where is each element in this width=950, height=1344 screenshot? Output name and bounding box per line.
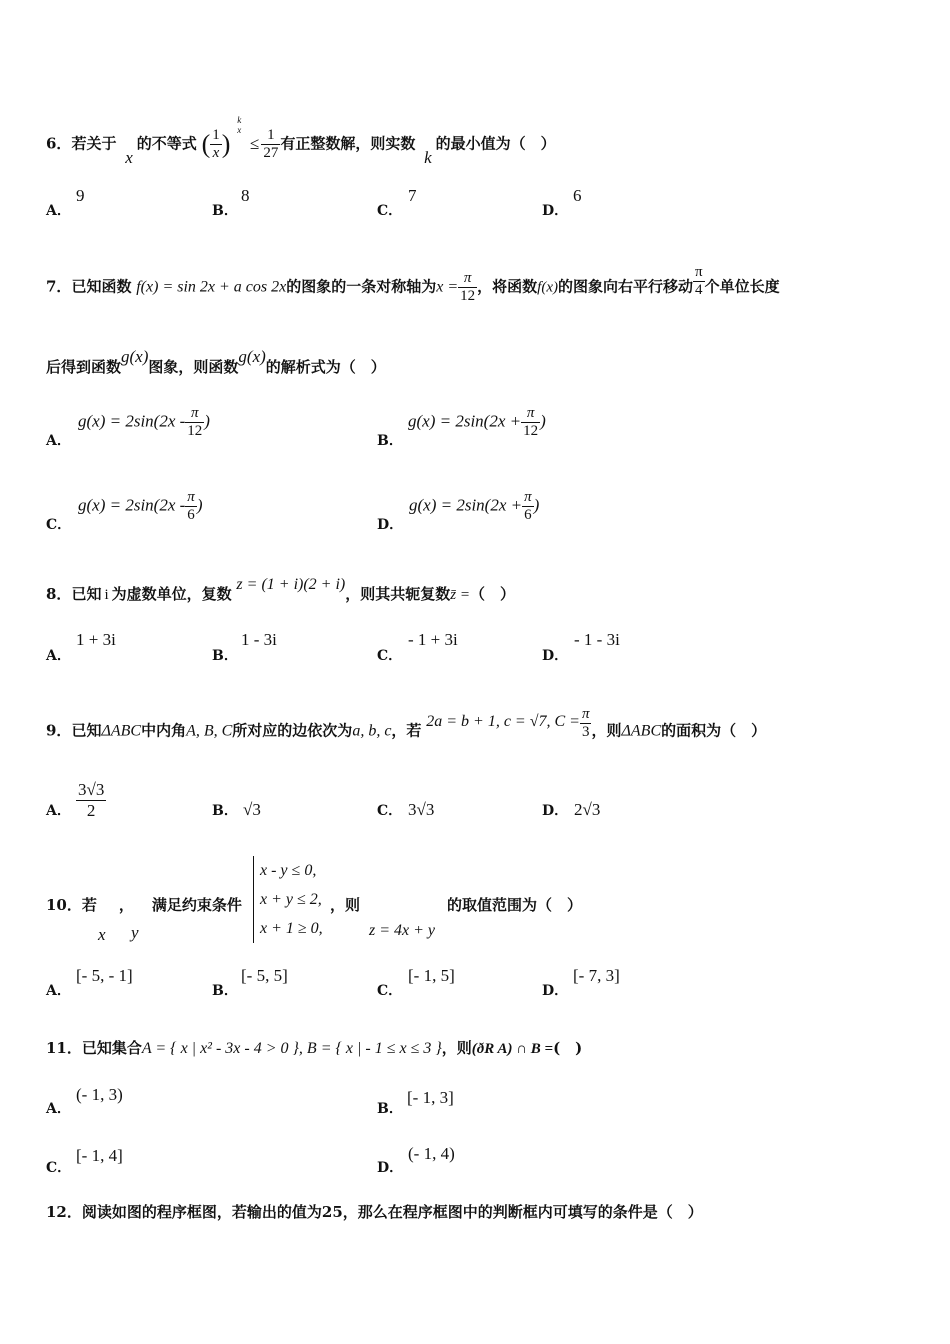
q11-option-b-label: B． [377,1101,403,1117]
q6-option-b[interactable]: 8 [241,186,250,205]
question-8 [46,576,920,605]
q6-var-x: x [125,147,133,167]
q6-leq: ≤ [249,133,260,153]
q6-option-a-label: A． [46,203,71,219]
q7-text-e: 个单位长度 [704,277,780,296]
q10-option-d-label: D． [542,983,569,999]
q10-text-b: 满足约束条件 [151,896,242,914]
q11-option-c[interactable]: [- 1, 4] [76,1146,123,1165]
q6-inner-frac: $\frac{1}{x}$ [212,127,220,161]
q10-text-c: ，则 [330,896,361,914]
q10-option-a-label: A． [46,983,71,999]
q9-option-b[interactable]: √3 [243,800,261,819]
q8-text-c: ，则其共轭复数 [345,585,451,603]
question-9 [46,706,920,749]
q11-option-b[interactable]: [- 1, 3] [407,1088,454,1107]
q11-set-b: , B = { x | - 1 ≤ x ≤ 3 } [298,1040,442,1057]
q8-option-b[interactable]: 1 - 3i [241,630,277,649]
q7-text-d: 的图象向右平行移动 [558,277,694,296]
q9-text-a: 已知 [71,721,102,740]
q7-shift-frac: $\frac{\pi}{4}$ [695,264,703,298]
q7-option-b-label: B． [377,433,403,449]
q10-constraint-1: x - y ≤ 0, [260,862,317,879]
q7-gx-2: g(x) [238,347,266,366]
q9-option-a-label: A． [46,803,71,819]
q10-constraint-3: x + 1 ≥ 0, [260,920,323,937]
q9-text-e: ，则 [591,721,622,740]
q11-set-a: A = { x | x² - 3x - 4 > 0 } [141,1040,299,1057]
q9-option-b-label: B． [212,803,238,819]
q9-text-d: ，若 [391,721,422,740]
q11-text-b: ，则 [441,1039,472,1057]
q8-option-c[interactable]: - 1 + 3i [408,630,458,649]
q10-text-d: 的取值范围为（ ） [447,896,583,914]
q8-number: 8． [46,585,72,603]
q12-text: 阅读如图的程序框图，若输出的值为25，那么在程序框图中的判断框内可填写的条件是（ ） [81,1203,703,1221]
q9-option-d[interactable]: 2√3 [574,800,601,819]
q8-conjugate: z̄ = [450,587,470,603]
q7-line2-b: 图象，则函数 [148,358,239,376]
q9-angles: A, B, C [186,722,233,740]
q9-option-d-label: D． [542,803,569,819]
q11-text-a: 已知集合 [81,1039,142,1057]
q8-text-a: 已知 [71,585,102,603]
question-11 [46,1038,920,1059]
q10-var-y: y [131,923,139,942]
q8-option-a-label: A． [46,648,71,664]
q12-number: 12． [46,1203,82,1221]
q10-text-a: 若 [81,896,97,914]
q11-expression: (ðR A) ∩ B = [471,1041,554,1057]
q9-option-c-label: C． [377,803,403,819]
q8-option-c-label: C． [377,648,403,664]
q7-option-c-label: C． [46,517,72,533]
question-7 [46,264,920,305]
q10-option-b[interactable]: [- 5, 5] [241,966,288,985]
q9-text-f: 的面积为（ ） [661,721,767,740]
q8-option-d-label: D． [542,648,569,664]
q8-option-a[interactable]: 1 + 3i [76,630,116,649]
q10-option-c-label: C． [377,983,403,999]
q9-sides: a, b, c [352,722,392,740]
q7-option-d[interactable]: g(x) = 2sin(2x + $\frac{\pi}{6}$ ) [409,489,540,523]
q7-option-a[interactable]: g(x) = 2sin(2x - $\frac{\pi}{12}$ ) [78,405,210,439]
q11-option-a-label: A． [46,1101,71,1117]
q6-paren: ( [201,129,211,159]
q9-triangle-2: ΔABC [621,722,662,740]
q10-option-b-label: B． [212,983,238,999]
q7-fx: f(x) [537,279,558,296]
q8-option-b-label: B． [212,648,238,664]
q10-number: 10． [46,896,82,914]
q8-expression: z = (1 + i)(2 + i) [236,576,346,593]
q6-number: 6． [46,134,72,153]
q11-number: 11． [46,1039,82,1057]
q7-axis-frac: $\frac{\pi}{12}$ [460,270,476,304]
q9-triangle: ΔABC [101,722,142,740]
q7-option-b[interactable]: g(x) = 2sin(2x + $\frac{\pi}{12}$ ) [408,405,546,439]
q7-option-a-label: A． [46,433,71,449]
q8-text-d: （ ） [469,585,515,603]
q11-option-d[interactable]: (- 1, 4) [408,1144,455,1163]
q7-option-d-label: D． [377,517,404,533]
q6-option-b-label: B． [212,203,238,219]
q6-exponent: k x [237,114,242,135]
q6-text-d: 的最小值为（ ） [435,134,556,153]
q10-sep: ， [118,896,134,914]
q8-text-b: 为虚数单位，复数 [111,585,232,603]
q6-text-b: 的不等式 [136,134,197,153]
q10-option-a[interactable]: [- 5, - 1] [76,966,133,985]
q8-unit: i [104,587,109,603]
q9-condition: 2a = b + 1, c = √7, C = [426,712,580,730]
q6-text-a: 若关于 [71,134,117,153]
q7-text-a: 已知函数 [71,277,132,296]
q9-text-b: 中内角 [141,721,187,740]
q6-text-c: 有正整数解，则实数 [280,134,416,153]
q7-line2-c: 的解析式为（ ） [265,358,386,376]
q9-condition-frac: $\frac{\pi}{3}$ [581,706,590,740]
q9-text-c: 所对应的边依次为 [232,721,353,740]
q10-var-x: x [98,925,106,944]
q11-option-d-label: D． [377,1160,404,1176]
q7-text-c: ，将函数 [477,277,538,296]
q10-constraints [253,856,323,943]
q10-objective: z = 4x + y [369,922,436,939]
q6-rhs-frac: $\frac{1}{27}$ [263,127,279,161]
q6-option-c[interactable]: 7 [408,186,417,205]
q7-line2-a: 后得到函数 [46,358,122,376]
q7-axis-lhs: x = [436,278,459,296]
q6-option-c-label: C． [377,203,403,219]
q7-option-c[interactable]: g(x) = 2sin(2x - $\frac{\pi}{6}$ ) [78,489,203,523]
q7-text-b: 的图象的一条对称轴为 [286,277,437,296]
q6-var-k: k [424,147,432,167]
q10-constraint-2: x + y ≤ 2, [260,891,322,908]
q10-option-c[interactable]: [- 1, 5] [408,966,455,985]
question-7-line-2 [46,347,920,377]
q11-option-c-label: C． [46,1160,72,1176]
question-6: 6．若关于 x的不等式 ( $\frac{1}{x}$ ) k x ≤ $\frac{1}{27}$ 有正整数解，则实数 k的最小值为（ ） [46,114,556,167]
q6-option-d[interactable]: 6 [573,186,582,205]
q8-option-d[interactable]: - 1 - 3i [574,630,620,649]
q7-gx-1: g(x) [121,347,149,366]
q9-number: 9． [46,721,72,740]
q6-option-a[interactable]: 9 [76,186,85,205]
q9-option-c[interactable]: 3√3 [408,800,435,819]
q11-text-c: ( ) [553,1039,583,1057]
q10-option-d[interactable]: [- 7, 3] [573,966,620,985]
q11-option-a[interactable]: (- 1, 3) [76,1085,123,1104]
question-12 [46,1202,920,1222]
q6-option-d-label: D． [542,203,569,219]
q7-number: 7． [46,277,72,296]
q9-option-a[interactable]: $\frac{3√3}{2}$ [78,780,105,820]
q7-function: f(x) = sin 2x + a cos 2x [136,278,287,296]
